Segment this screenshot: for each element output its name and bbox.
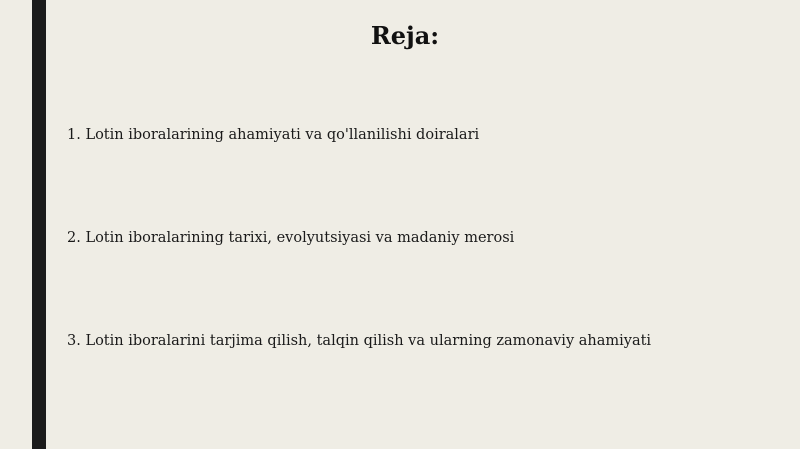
left-accent-bar: [32, 0, 46, 449]
plan-item-2: 2. Lotin iboralarining tarixi, evolyutsiyasi va madaniy merosi: [67, 230, 515, 246]
slide-title: Reja:: [370, 21, 440, 50]
plan-item-3: 3. Lotin iboralarini tarjima qilish, talqin qilish va ularning zamonaviy ahamiyati: [67, 333, 652, 349]
plan-item-1: 1. Lotin iboralarining ahamiyati va qo'llanilishi doiralari: [67, 127, 480, 143]
